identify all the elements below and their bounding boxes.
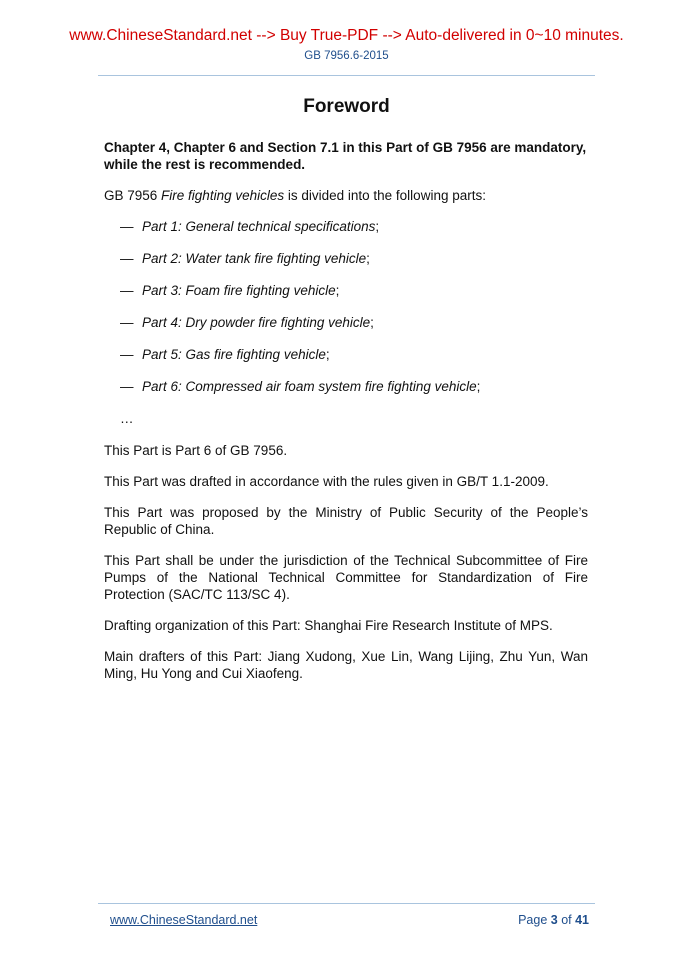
list-dash: — <box>120 219 134 234</box>
page-prefix: Page <box>518 913 551 927</box>
page-title: Foreword <box>303 96 390 117</box>
paragraph-main-drafters: Main drafters of this Part: Jiang Xudong, Xue Lin, Wang Lijing, Zhu Yun, Wan Ming, Hu Yong and Cui Xiaofeng. <box>104 649 588 681</box>
list-item-text: Part 3: Foam fire fighting vehicle <box>142 283 336 298</box>
list-dash: — <box>120 347 134 362</box>
list-item-separator: ; <box>370 315 374 330</box>
paragraph-jurisdiction: This Part shall be under the jurisdiction of the Technical Subcommittee of Fire Pumps of the National Technical Committee for Standardization of Fire Protection (SAC/TC 113/SC 4). <box>104 553 588 602</box>
paragraph-part-number: This Part is Part 6 of GB 7956. <box>104 443 288 458</box>
list-item <box>104 314 588 331</box>
list-dash: — <box>120 315 134 330</box>
paragraph-proposed-by: This Part was proposed by the Ministry of Public Security of the People’s Republic of China. <box>104 505 588 537</box>
list-item <box>104 378 588 395</box>
list-item-text: Part 2: Water tank fire fighting vehicle <box>142 251 367 266</box>
list-item-text: Part 5: Gas fire fighting vehicle <box>142 347 326 362</box>
list-item-separator: ; <box>325 347 330 362</box>
paragraph-drafting-organization: Drafting organization of this Part: Shanghai Fire Research Institute of MPS. <box>104 618 553 633</box>
promo-banner[interactable]: www.ChineseStandard.net --> Buy True-PDF --> Auto-delivered in 0~10 minutes. <box>69 27 624 44</box>
foreword-content <box>104 139 588 696</box>
list-item-text: Part 4: Dry powder fire fighting vehicle <box>142 315 371 330</box>
list-item <box>104 346 588 363</box>
list-item <box>104 218 588 235</box>
list-item-separator: ; <box>335 283 340 298</box>
list-item-separator: ; <box>375 219 380 234</box>
document-id: GB 7956.6-2015 <box>304 50 389 62</box>
footer-website-link[interactable]: www.ChineseStandard.net <box>110 913 258 927</box>
header-divider <box>98 75 595 76</box>
paragraph-drafting-rules: This Part was drafted in accordance with the rules given in GB/T 1.1-2009. <box>104 474 549 489</box>
intro-prefix: GB 7956 <box>104 188 162 203</box>
mandatory-statement: Chapter 4, Chapter 6 and Section 7.1 in this Part of GB 7956 are mandatory, while the rest is recommended. <box>104 140 587 172</box>
list-item <box>104 250 588 267</box>
page-of: of <box>557 913 576 927</box>
list-item-separator: ; <box>476 379 481 394</box>
footer-divider <box>98 903 595 904</box>
intro-paragraph <box>104 187 588 204</box>
page-indicator <box>518 913 589 927</box>
list-dash: — <box>120 283 134 298</box>
list-ellipsis: … <box>120 411 134 426</box>
intro-italic-title: Fire fighting vehicles <box>161 188 285 203</box>
list-dash: — <box>120 251 134 266</box>
list-item-text: Part 1: General technical specifications <box>142 219 376 234</box>
list-item-text: Part 6: Compressed air foam system fire fighting vehicle <box>142 379 477 394</box>
list-item <box>104 282 588 299</box>
list-item-separator: ; <box>366 251 370 266</box>
list-dash: — <box>120 379 134 394</box>
intro-suffix: is divided into the following parts: <box>284 188 486 203</box>
parts-list <box>104 218 588 427</box>
page-total: 41 <box>575 913 589 927</box>
page-current: 3 <box>550 913 558 927</box>
